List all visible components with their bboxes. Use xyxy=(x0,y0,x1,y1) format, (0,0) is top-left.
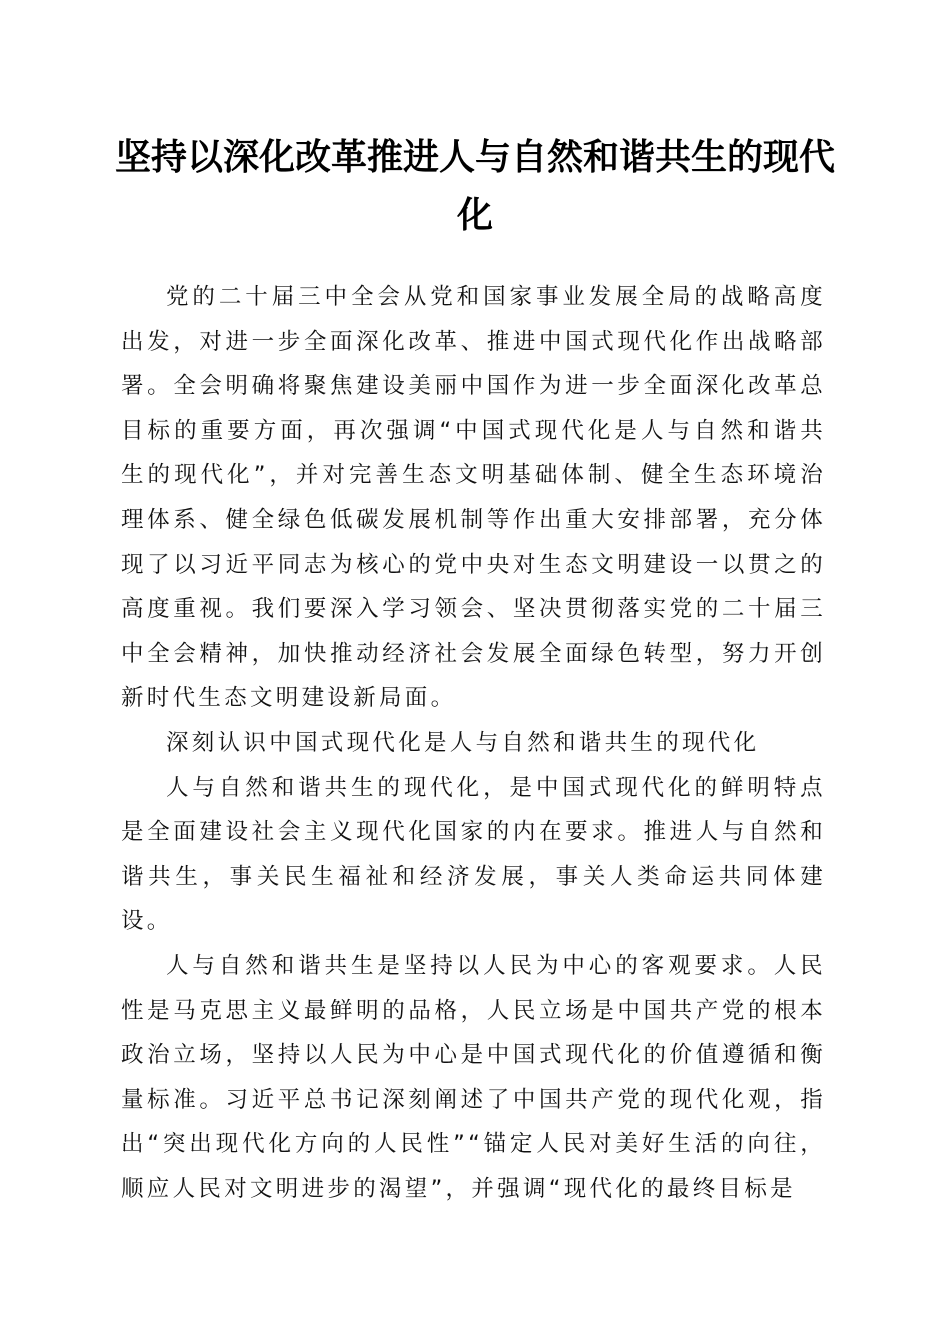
paragraph-intro: 党的二十届三中全会从党和国家事业发展全局的战略高度出发，对进一步全面深化改革、推进中国式现代化作出战略部署。全会明确将聚焦建设美丽中国作为进一步全面深化改革总目标的重要方面，再次强调“中国式现代化是人与自然和谐共生的现代化”，并对完善生态文明基础体制、健全生态环境治理体系、健全绿色低碳发展机制等作出重大安排部署，充分体现了以习近平同志为核心的党中央对生态文明建设一以贯之的高度重视。我们要深入学习领会、坚决贯彻落实党的二十届三中全会精神，加快推动经济社会发展全面绿色转型，努力开创新时代生态文明建设新局面。 xyxy=(121,284,826,712)
document-title: 坚持以深化改革推进人与自然和谐共生的现代化 xyxy=(114,136,835,236)
document-body xyxy=(121,275,826,1211)
paragraph: 人与自然和谐共生是坚持以人民为中心的客观要求。人民性是马克思主义最鲜明的品格，人民立场是中国共产党的根本政治立场，坚持以人民为中心是中国式现代化的价值遵循和衡量标准。习近平总书记深刻阐述了中国共产党的现代化观，指出“突出现代化方向的人民性”“锚定人民对美好生活的向往，顺应人民对文明进步的渴望”，并强调“现代化的最终目标是 xyxy=(121,952,826,1202)
paragraph: 人与自然和谐共生的现代化，是中国式现代化的鲜明特点是全面建设社会主义现代化国家的内在要求。推进人与自然和谐共生，事关民生福祉和经济发展，事关人类命运共同体建设。 xyxy=(121,774,826,935)
section-heading: 深刻认识中国式现代化是人与自然和谐共生的现代化 xyxy=(166,729,760,756)
